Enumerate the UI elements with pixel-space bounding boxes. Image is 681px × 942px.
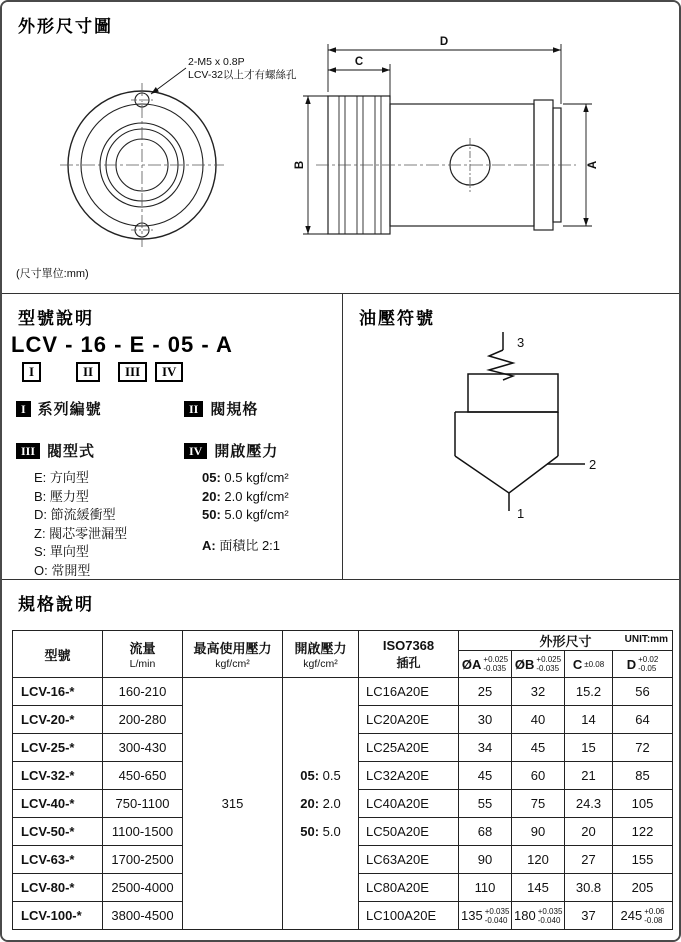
legend-opening-pressure-label: 開啟壓力 — [214, 443, 279, 460]
numeral-box-4: IV — [155, 362, 183, 382]
dim-a-cell: 45 — [459, 762, 512, 790]
poppet-seat — [455, 456, 558, 493]
flow-cell: 160-210 — [103, 678, 183, 706]
list-item: 20: 2.0 kgf/cm² — [202, 488, 289, 504]
numeral-chip-1: I — [16, 401, 31, 417]
dim-d-cell: 85 — [613, 762, 673, 790]
valve-type-list — [34, 469, 127, 580]
section-outline-dimensions — [2, 2, 679, 294]
dim-a-cell: 110 — [459, 874, 512, 902]
section-hydraulic-symbol — [343, 294, 679, 580]
port-1-label: 1 — [517, 506, 525, 521]
legend-series-label: 系列編號 — [37, 401, 102, 418]
section-specifications — [2, 580, 679, 940]
list-item: S: 單向型 — [34, 544, 89, 559]
dim-a-cell: 55 — [459, 790, 512, 818]
numeral-box-3: III — [118, 362, 147, 382]
col-header-outline-dims: 外形尺寸 UNIT:mm — [459, 631, 673, 651]
flow-cell: 300-430 — [103, 734, 183, 762]
list-item: E: 方向型 — [34, 470, 89, 485]
dim-d-cell: 245 +0.06 -0.08 — [613, 902, 673, 930]
col-header-max-pressure: 最高使用壓力 kgf/cm² — [183, 631, 283, 678]
dim-label-c: C — [354, 56, 364, 68]
dim-b-cell: 40 — [512, 706, 565, 734]
dim-c-cell: 20 — [565, 818, 613, 846]
open-pressure-list — [202, 469, 289, 525]
flow-cell: 750-1100 — [103, 790, 183, 818]
legend-valve-type-label: 閥型式 — [47, 443, 96, 460]
model-cell: LCV-50-* — [13, 818, 103, 846]
callout-leader-line — [151, 68, 186, 94]
dim-b-cell: 180 +0.035 -0.040 — [512, 902, 565, 930]
specs-section-title: 規格說明 — [18, 595, 94, 614]
model-cell: LCV-32-* — [13, 762, 103, 790]
iso-cavity-cell: LC100A20E — [359, 902, 459, 930]
col-header-c: C ±0.08 — [565, 651, 613, 678]
iso-cavity-cell: LC63A20E — [359, 846, 459, 874]
dim-b-cell: 90 — [512, 818, 565, 846]
iso-cavity-cell: LC50A20E — [359, 818, 459, 846]
hydraulic-symbol-drawing — [343, 294, 679, 580]
dim-c-cell: 37 — [565, 902, 613, 930]
dim-d-cell: 64 — [613, 706, 673, 734]
list-item: Z: 閥芯零泄漏型 — [34, 525, 128, 541]
dim-a-cell: 30 — [459, 706, 512, 734]
dim-d-cell: 122 — [613, 818, 673, 846]
flow-cell: 200-280 — [103, 706, 183, 734]
dim-b-cell: 75 — [512, 790, 565, 818]
port-labels — [517, 335, 596, 521]
model-cell: LCV-80-* — [13, 874, 103, 902]
dim-d-cell: 205 — [613, 874, 673, 902]
dim-label-d: D — [439, 36, 449, 48]
iso-cavity-cell: LC25A20E — [359, 734, 459, 762]
iso-cavity-cell: LC16A20E — [359, 678, 459, 706]
list-item: A: 面積比 2:1 — [202, 537, 281, 553]
outline-drawing — [2, 30, 679, 290]
port-3-label: 3 — [517, 335, 525, 350]
list-item: B: 壓力型 — [34, 488, 89, 504]
opening-pressure-values — [283, 678, 359, 930]
dim-c-cell: 21 — [565, 762, 613, 790]
dim-d-cell: 72 — [613, 734, 673, 762]
list-item: 50: 5.0 kgf/cm² — [202, 507, 289, 522]
callout-line-2: LCV-32以上才有螺絲孔 — [188, 69, 297, 81]
legend-valve-spec-label: 閥規格 — [210, 401, 259, 418]
dim-c-cell: 24.3 — [565, 790, 613, 818]
model-section-title: 型號說明 — [18, 309, 94, 328]
specs-table-body — [13, 678, 673, 930]
model-cell: LCV-40-* — [13, 790, 103, 818]
flow-cell: 1700-2500 — [103, 846, 183, 874]
numeral-box-1: I — [22, 362, 41, 382]
dim-d-cell: 56 — [613, 678, 673, 706]
model-cell: LCV-20-* — [13, 706, 103, 734]
dim-b-cell: 145 — [512, 874, 565, 902]
dim-a-cell: 135 +0.035 -0.040 — [459, 902, 512, 930]
col-header-model: 型號 — [13, 631, 103, 678]
spec-row — [13, 678, 673, 706]
list-item: 20: 2.0 — [300, 795, 341, 811]
col-header-d: D +0.02 -0.05 — [613, 651, 673, 678]
dim-a-cell: 68 — [459, 818, 512, 846]
side-centerlines — [316, 138, 576, 192]
dim-c-cell: 14 — [565, 706, 613, 734]
col-header-dia-b: ØB +0.025 -0.035 — [512, 651, 565, 678]
model-cell: LCV-100-* — [13, 902, 103, 930]
iso-cavity-cell: LC80A20E — [359, 874, 459, 902]
dim-d-cell: 155 — [613, 846, 673, 874]
valve-body-box — [468, 374, 558, 412]
symbol-section-title: 油壓符號 — [359, 309, 435, 328]
dim-d-cell: 105 — [613, 790, 673, 818]
front-centerlines — [60, 83, 224, 247]
symbol-lines — [455, 332, 585, 511]
dim-c-cell: 15 — [565, 734, 613, 762]
dim-b-cell: 120 — [512, 846, 565, 874]
specs-table — [12, 630, 673, 930]
unit-mm-label: UNIT:mm — [624, 634, 669, 645]
port-2-label: 2 — [589, 457, 597, 472]
numeral-box-2: II — [76, 362, 100, 382]
spring-symbol — [489, 350, 513, 380]
list-item: 05: 0.5 — [300, 767, 341, 783]
screw-hole-callout — [188, 56, 297, 81]
outline-section-title: 外形尺寸圖 — [18, 17, 113, 36]
numeral-chip-3: III — [16, 443, 40, 459]
col-header-flow: 流量 L/min — [103, 631, 183, 678]
col-header-iso-cavity: ISO7368 插孔 — [359, 631, 459, 678]
section-model-code — [2, 294, 343, 580]
model-cell: LCV-63-* — [13, 846, 103, 874]
dim-b-cell: 60 — [512, 762, 565, 790]
dim-a-cell: 34 — [459, 734, 512, 762]
flow-cell: 450-650 — [103, 762, 183, 790]
dim-b-cell: 45 — [512, 734, 565, 762]
legend-valve-type — [16, 440, 127, 580]
model-cell: LCV-25-* — [13, 734, 103, 762]
list-item: O: 常開型 — [34, 562, 91, 578]
col-header-opening-pressure: 開啟壓力 kgf/cm² — [283, 631, 359, 678]
legend-valve-spec — [184, 398, 258, 419]
numeral-chip-2: II — [184, 401, 203, 417]
callout-line-1: 2-M5 x 0.8P — [188, 56, 245, 68]
numeral-chip-4: IV — [184, 443, 207, 459]
list-item: 05: 0.5 kgf/cm² — [202, 470, 289, 485]
dim-a-cell: 90 — [459, 846, 512, 874]
flow-cell: 2500-4000 — [103, 874, 183, 902]
dim-c-cell: 27 — [565, 846, 613, 874]
dim-a-cell: 25 — [459, 678, 512, 706]
dim-label-a: A — [587, 160, 599, 170]
iso-cavity-cell: LC40A20E — [359, 790, 459, 818]
dim-b-cell: 32 — [512, 678, 565, 706]
max-pressure-value: 315 — [183, 678, 283, 930]
legend-series — [16, 398, 102, 419]
list-item: D: 節流緩衝型 — [34, 507, 116, 522]
area-ratio-note — [202, 537, 289, 556]
dim-c-cell: 30.8 — [565, 874, 613, 902]
dimension-unit-note: (尺寸單位:mm) — [16, 268, 89, 280]
list-item: 50: 5.0 — [300, 823, 341, 839]
dim-c-cell: 15.2 — [565, 678, 613, 706]
model-code: LCV - 16 - E - 05 - A — [11, 332, 233, 357]
iso-cavity-cell: LC20A20E — [359, 706, 459, 734]
iso-cavity-cell: LC32A20E — [359, 762, 459, 790]
legend-opening-pressure — [184, 440, 289, 555]
col-header-dia-a: ØA +0.025 -0.035 — [459, 651, 512, 678]
dim-label-b: B — [294, 160, 306, 170]
model-cell: LCV-16-* — [13, 678, 103, 706]
flow-cell: 3800-4500 — [103, 902, 183, 930]
flow-cell: 1100-1500 — [103, 818, 183, 846]
